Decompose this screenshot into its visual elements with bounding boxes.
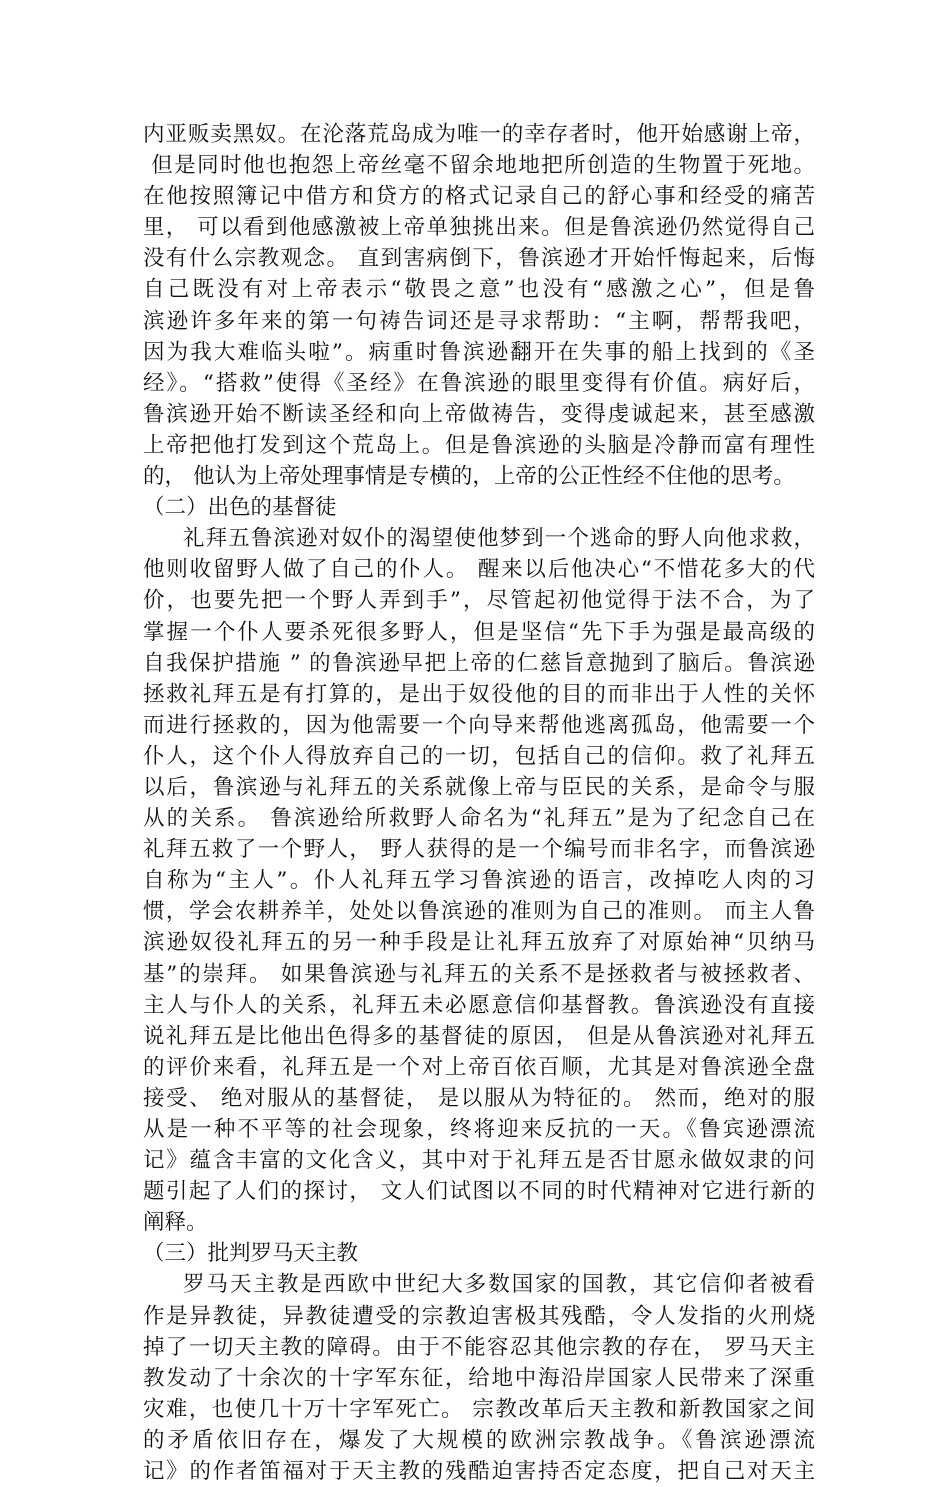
text-line: 礼拜五鲁滨逊对奴仆的渴望使他梦到一个逃命的野人向他求救，	[183, 526, 815, 552]
text-line: 滨逊奴役礼拜五的另一种手段是让礼拜五放弃了对原始神“贝纳马	[143, 930, 815, 956]
text-line: 的评价来看，礼拜五是一个对上帝百依百顺，尤其是对鲁滨逊全盘	[143, 1054, 815, 1080]
text-line: 拯救礼拜五是有打算的，是出于奴役他的目的而非出于人性的关怀	[143, 681, 815, 707]
paragraph-religion-intro	[143, 119, 815, 492]
text-line: 价，也要先把一个野人弄到手”，尽管起初他觉得于法不合，为了	[143, 588, 815, 614]
text-line: 题引起了人们的探讨， 文人们试图以不同的时代精神对它进行新的	[143, 1179, 815, 1205]
text-line: 掌握一个仆人要杀死很多野人，但是坚信“先下手为强是最高级的	[143, 619, 815, 645]
text-line: 自己既没有对上帝表示“敬畏之意”也没有“感激之心”，但是鲁	[143, 277, 815, 303]
text-line: 以后，鲁滨逊与礼拜五的关系就像上帝与臣民的关系，是命令与服	[143, 774, 815, 800]
text-line: 在他按照簿记中借方和贷方的格式记录自己的舒心事和经受的痛苦	[143, 184, 815, 210]
text-line: 仆人，这个仆人得放弃自己的一切，包括自己的信仰。救了礼拜五	[143, 743, 815, 769]
text-line: 而进行拯救的，因为他需要一个向导来帮他逃离孤岛，他需要一个	[143, 712, 815, 738]
text-line: 但是同时他也抱怨上帝丝毫不留余地地把所创造的生物置于死地。	[143, 153, 815, 179]
text-line: 自我保护措施 ” 的鲁滨逊早把上帝的仁慈旨意抛到了脑后。鲁滨逊	[143, 650, 815, 676]
section-heading-3: （三）批判罗马天主教	[143, 1241, 359, 1267]
text-line: 主人与仆人的关系，礼拜五未必愿意信仰基督教。鲁滨逊没有直接	[143, 992, 815, 1018]
text-line: 他则收留野人做了自己的仆人。 醒来以后他决心“不惜花多大的代	[143, 557, 815, 583]
document-page	[143, 119, 815, 1487]
text-line: 记》的作者笛福对于天主教的残酷迫害持否定态度，把自己对天主	[143, 1459, 815, 1485]
section-heading-2: （二）出色的基督徒	[143, 495, 337, 521]
text-line: 礼拜五救了一个野人， 野人获得的是一个编号而非名字，而鲁滨逊	[143, 837, 815, 863]
text-line: 经》。“搭救”使得《圣经》在鲁滨逊的眼里变得有价值。病好后，	[143, 370, 815, 396]
text-line: 掉了一切天主教的障碍。由于不能容忍其他宗教的存在， 罗马天主	[143, 1334, 815, 1360]
text-line: 的矛盾依旧存在，爆发了大规模的欧洲宗教战争。《鲁滨逊漂流	[143, 1427, 815, 1453]
text-line: 罗马天主教是西欧中世纪大多数国家的国教，其它信仰者被看	[183, 1272, 815, 1298]
text-line: 滨逊许多年来的第一句祷告词还是寻求帮助：“主啊，帮帮我吧，	[143, 308, 815, 334]
text-line: 教发动了十余次的十字军东征，给地中海沿岸国家人民带来了深重	[143, 1365, 815, 1391]
text-line: 鲁滨逊开始不断读圣经和向上帝做祷告，变得虔诚起来，甚至感激	[143, 401, 815, 427]
text-line: 因为我大难临头啦”。病重时鲁滨逊翻开在失事的船上找到的《圣	[143, 339, 815, 365]
text-line: 从的关系。 鲁滨逊给所救野人命名为“礼拜五”是为了纪念自己在	[143, 806, 815, 832]
paragraph-friday	[143, 523, 815, 1238]
text-line: 作是异教徒，异教徒遭受的宗教迫害极其残酷，令人发指的火刑烧	[143, 1303, 815, 1329]
text-line: 从是一种不平等的社会现象，终将迎来反抗的一天。《鲁宾逊漂流	[143, 1117, 815, 1142]
text-line: 接受、 绝对服从的基督徒， 是以服从为特征的。 然而，绝对的服	[143, 1085, 815, 1111]
text-line: 上帝把他打发到这个荒岛上。但是鲁滨逊的头脑是冷静而富有理性	[143, 432, 815, 458]
text-line: 的， 他认为上帝处理事情是专横的，上帝的公正性经不住他的思考。	[143, 464, 795, 490]
text-line: 基”的崇拜。 如果鲁滨逊与礼拜五的关系不是拯救者与被拯救者、	[143, 961, 815, 987]
text-line: 没有什么宗教观念。 直到害病倒下，鲁滨逊才开始忏悔起来，后悔	[143, 246, 815, 272]
text-line: 内亚贩卖黑奴。在沦落荒岛成为唯一的幸存者时，他开始感谢上帝，	[143, 122, 815, 147]
text-line: 自称为“主人”。仆人礼拜五学习鲁滨逊的语言，改掉吃人肉的习	[143, 868, 815, 894]
text-line: 惯，学会农耕养羊，处处以鲁滨逊的准则为自己的准则。 而主人鲁	[143, 899, 815, 925]
text-line: 阐释。	[143, 1210, 208, 1236]
text-line: 说礼拜五是比他出色得多的基督徒的原因， 但是从鲁滨逊对礼拜五	[143, 1023, 815, 1049]
text-line: 里， 可以看到他感激被上帝单独挑出来。但是鲁滨逊仍然觉得自己	[143, 215, 815, 241]
text-line: 灾难，也使几十万十字军死亡。 宗教改革后天主教和新教国家之间	[143, 1396, 815, 1422]
text-line: 记》蕴含丰富的文化含义，其中对于礼拜五是否甘愿永做奴隶的问	[143, 1148, 815, 1174]
paragraph-catholicism	[143, 1269, 815, 1487]
